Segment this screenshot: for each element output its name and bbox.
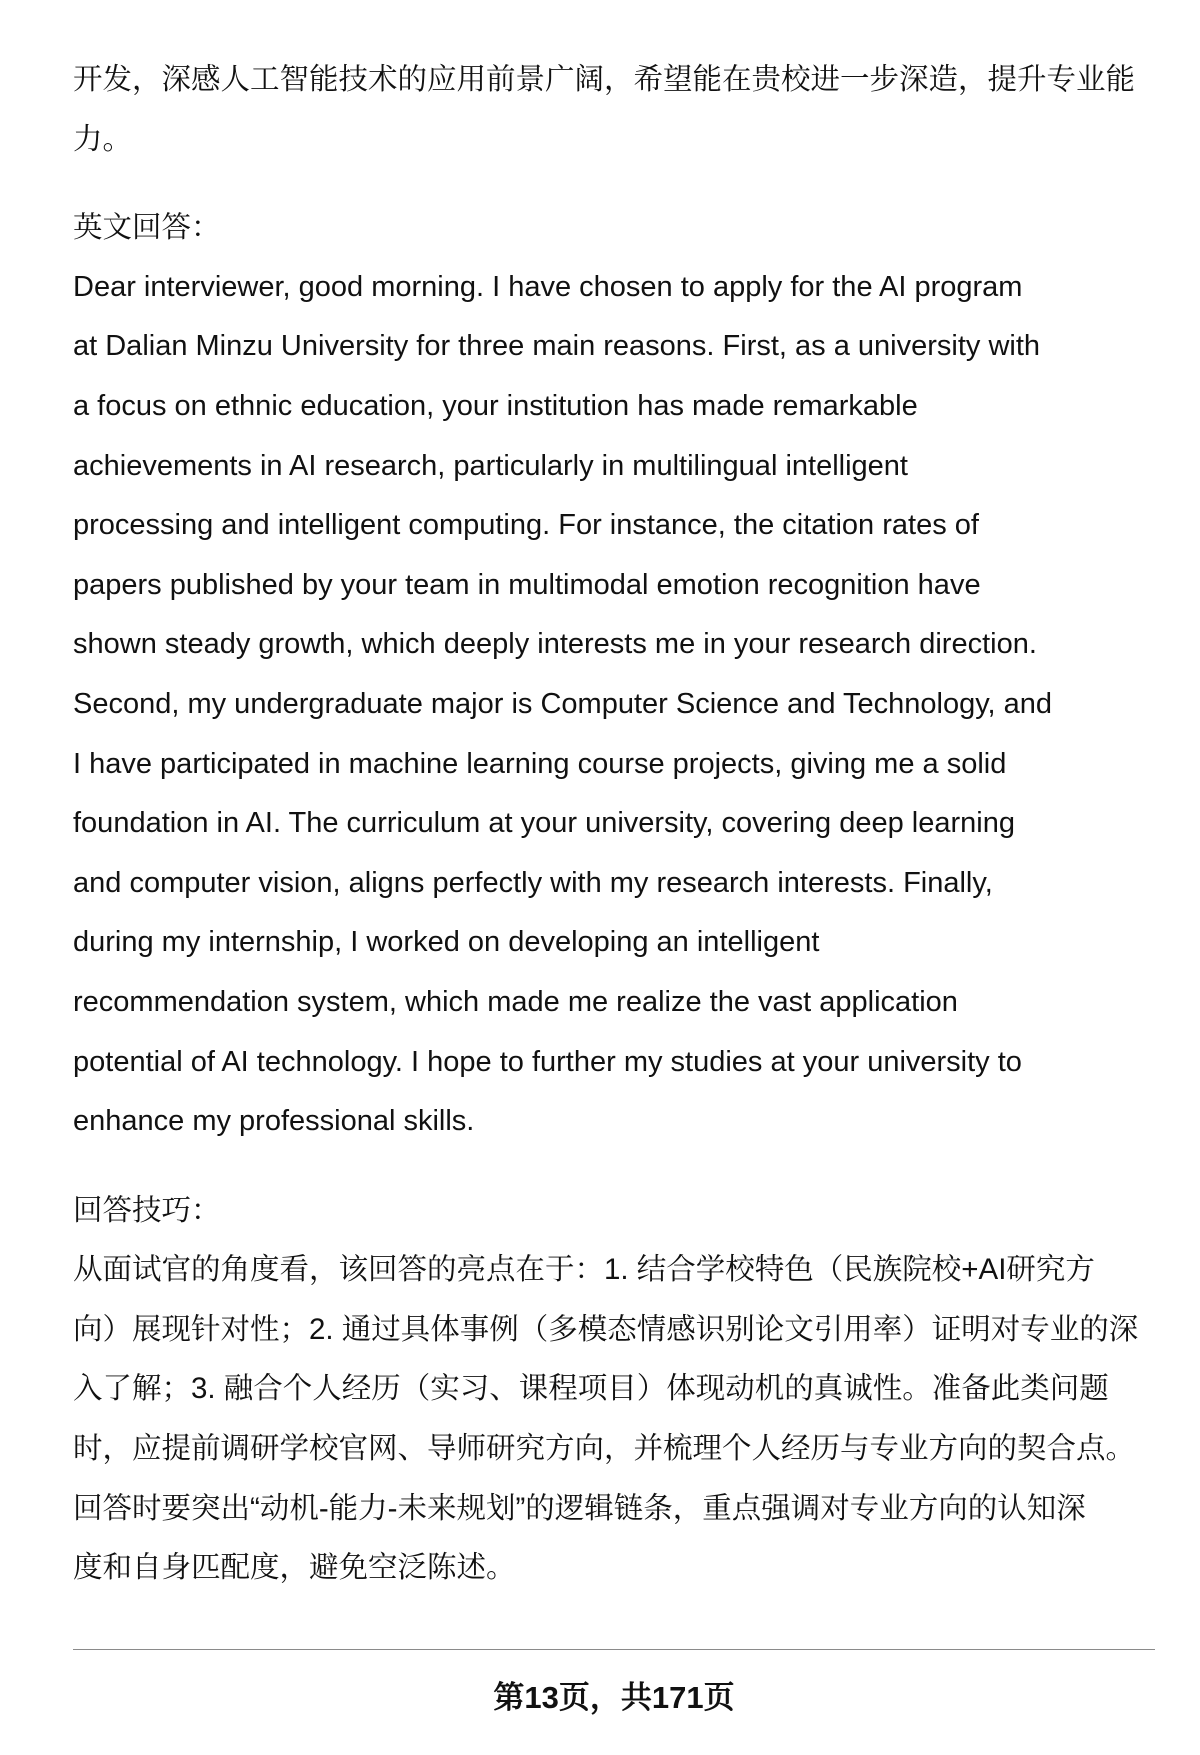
english-answer-heading: 英文回答： <box>73 211 221 245</box>
intro-paragraph <box>73 50 1183 169</box>
english-answer-line: a focus on ethnic education, your institution has made remarkable <box>73 389 918 422</box>
english-answer-line: during my internship, I worked on developing an intelligent <box>73 926 820 959</box>
answer-tips-line: 度和自身匹配度，避免空泛陈述。 <box>73 1551 516 1585</box>
english-answer-line: enhance my professional skills. <box>73 1105 475 1138</box>
page-number-label: 第13页，共171页 <box>493 1680 735 1715</box>
page-content <box>73 50 1183 1598</box>
english-answer-line: potential of AI technology. I hope to further my studies at your university to <box>73 1045 1022 1078</box>
english-answer-line: achievements in AI research, particularly in multilingual intelligent <box>73 449 908 482</box>
answer-tips-line: 入了解；3. 融合个人经历（实习、课程项目）体现动机的真诚性。准备此类问题 <box>73 1372 1109 1406</box>
answer-tips-line: 回答时要突出“动机-能力-未来规划”的逻辑链条，重点强调对专业方向的认知深 <box>73 1491 1086 1525</box>
english-answer-line: shown steady growth, which deeply interests me in your research direction. <box>73 628 1037 661</box>
intro-line: 力。 <box>73 122 133 156</box>
english-answer-line: and computer vision, aligns perfectly with my research interests. Finally, <box>73 866 993 899</box>
paragraph-spacer <box>73 169 1183 198</box>
english-answer-line: Second, my undergraduate major is Computer Science and Technology, and <box>73 687 1053 720</box>
answer-tips-heading: 回答技巧： <box>73 1193 221 1227</box>
english-answer-line: papers published by your team in multimodal emotion recognition have <box>73 568 981 601</box>
footer-divider <box>73 1649 1155 1650</box>
english-answer-line: Dear interviewer, good morning. I have chosen to apply for the AI program <box>73 270 1023 303</box>
english-answer-line: foundation in AI. The curriculum at your university, covering deep learning <box>73 807 1015 840</box>
english-answer-line: I have participated in machine learning course projects, giving me a solid <box>73 747 1007 780</box>
answer-tips-section <box>73 1181 1183 1598</box>
english-answer-line: processing and intelligent computing. For instance, the citation rates of <box>73 509 979 542</box>
english-answer-section <box>73 198 1183 1152</box>
intro-line: 开发，深感人工智能技术的应用前景广阔，希望能在贵校进一步深造，提升专业能 <box>73 63 1136 96</box>
english-answer-line: at Dalian Minzu University for three main reasons. First, as a university with <box>73 330 1041 363</box>
answer-tips-line: 向）展现针对性；2. 通过具体事例（多模态情感识别论文引用率）证明对专业的深 <box>73 1312 1139 1346</box>
paragraph-spacer <box>73 1152 1183 1181</box>
answer-tips-line: 从面试官的角度看，该回答的亮点在于：1. 结合学校特色（民族院校+AI研究方 <box>73 1253 1095 1287</box>
english-answer-line: recommendation system, which made me realize the vast application <box>73 985 958 1018</box>
answer-tips-line: 时，应提前调研学校官网、导师研究方向，并梳理个人经历与专业方向的契合点。 <box>73 1432 1136 1466</box>
